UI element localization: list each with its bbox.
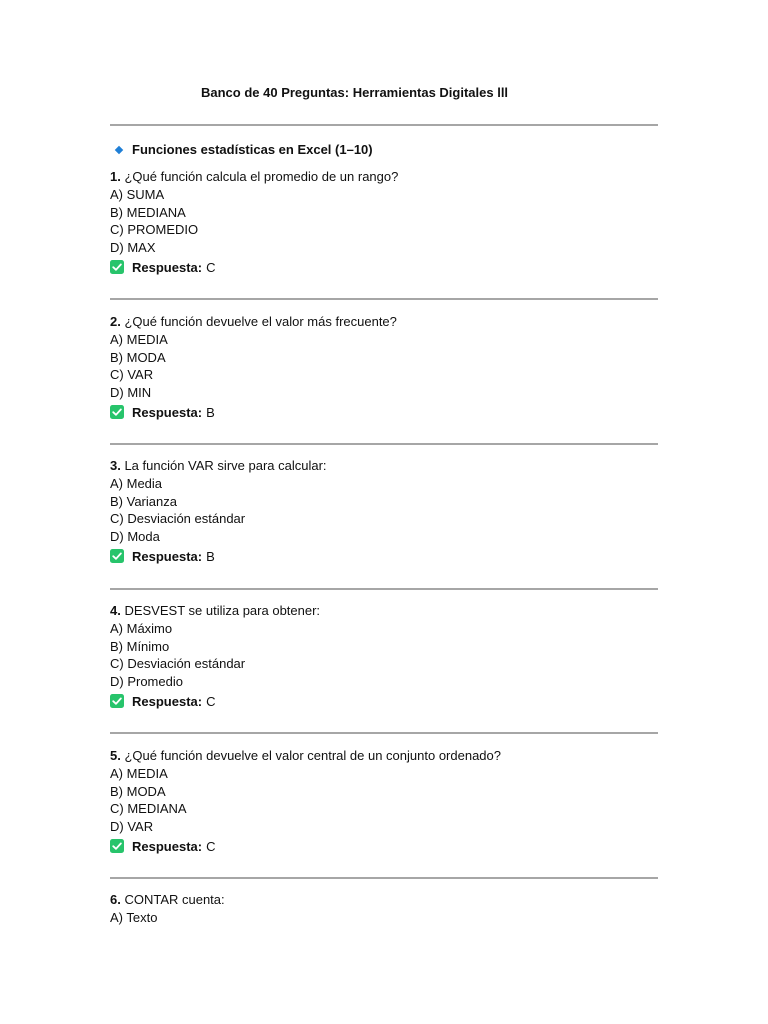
horizontal-rule [110, 732, 658, 734]
answer-line [110, 403, 658, 422]
question-number: 5. [110, 748, 121, 763]
question-text [110, 891, 658, 909]
question-prompt: ¿Qué función devuelve el valor más frecuente? [120, 314, 397, 329]
question-text [110, 747, 658, 765]
option-a: A) MEDIA [110, 765, 168, 781]
question-text [110, 313, 658, 331]
section-heading-text: Funciones estadísticas en Excel (1–10) [132, 142, 373, 157]
question-text [110, 457, 658, 475]
answer-label: Respuesta: [132, 404, 203, 420]
question-2 [110, 313, 658, 422]
check-mark-icon [110, 839, 124, 853]
option-a: A) Texto [110, 909, 158, 925]
question-prompt: ¿Qué función calcula el promedio de un rango? [120, 169, 399, 184]
check-mark-icon [110, 694, 124, 708]
option-c: C) Desviación estándar [110, 656, 246, 672]
answer-line [110, 837, 658, 856]
check-mark-icon [110, 405, 124, 419]
question-number: 2. [110, 314, 121, 329]
question-5 [110, 747, 658, 856]
option-a: A) Media [110, 475, 163, 491]
answer-value: C [206, 693, 216, 709]
question-6 [110, 891, 658, 927]
answer-line [110, 692, 658, 711]
option-b: B) MEDIANA [110, 204, 186, 220]
question-number: 6. [110, 892, 121, 907]
option-d: D) VAR [110, 819, 154, 835]
check-mark-icon [110, 549, 124, 563]
section-heading [110, 142, 373, 157]
question-text [110, 602, 658, 620]
question-prompt: La función VAR sirve para calcular: [120, 458, 327, 473]
option-c: C) VAR [110, 367, 154, 383]
question-4 [110, 602, 658, 711]
option-b: B) MODA [110, 783, 166, 799]
answer-label: Respuesta: [132, 548, 203, 564]
answer-label: Respuesta: [132, 693, 203, 709]
diamond-bullet-icon [115, 145, 123, 153]
answer-label: Respuesta: [132, 838, 203, 854]
answer-label: Respuesta: [132, 259, 203, 275]
option-d: D) Moda [110, 529, 160, 545]
question-number: 3. [110, 458, 121, 473]
option-c: C) PROMEDIO [110, 222, 199, 238]
horizontal-rule [110, 443, 658, 445]
option-d: D) MIN [110, 385, 152, 401]
answer-value: B [206, 404, 215, 420]
question-prompt: DESVEST se utiliza para obtener: [120, 603, 321, 618]
option-a: A) Máximo [110, 620, 173, 636]
option-d: D) MAX [110, 240, 156, 256]
answer-value: C [206, 259, 216, 275]
answer-value: C [206, 838, 216, 854]
question-text [110, 168, 658, 186]
option-a: A) MEDIA [110, 331, 168, 347]
option-a: A) SUMA [110, 186, 165, 202]
question-number: 4. [110, 603, 121, 618]
option-b: B) Mínimo [110, 638, 170, 654]
option-b: B) Varianza [110, 493, 177, 509]
option-c: C) Desviación estándar [110, 511, 246, 527]
horizontal-rule [110, 877, 658, 879]
answer-line [110, 258, 658, 277]
option-d: D) Promedio [110, 674, 183, 690]
question-1 [110, 168, 658, 277]
question-prompt: ¿Qué función devuelve el valor central de un conjunto ordenado? [120, 748, 501, 763]
option-b: B) MODA [110, 349, 166, 365]
option-c: C) MEDIANA [110, 801, 187, 817]
check-mark-icon [110, 260, 124, 274]
document-title: Banco de 40 Preguntas: Herramientas Digitales lll [201, 85, 509, 100]
answer-line [110, 547, 658, 566]
horizontal-rule [110, 588, 658, 590]
question-3 [110, 457, 658, 566]
horizontal-rule [110, 124, 658, 126]
question-prompt: CONTAR cuenta: [120, 892, 225, 907]
question-number: 1. [110, 169, 121, 184]
answer-value: B [206, 548, 215, 564]
horizontal-rule [110, 298, 658, 300]
